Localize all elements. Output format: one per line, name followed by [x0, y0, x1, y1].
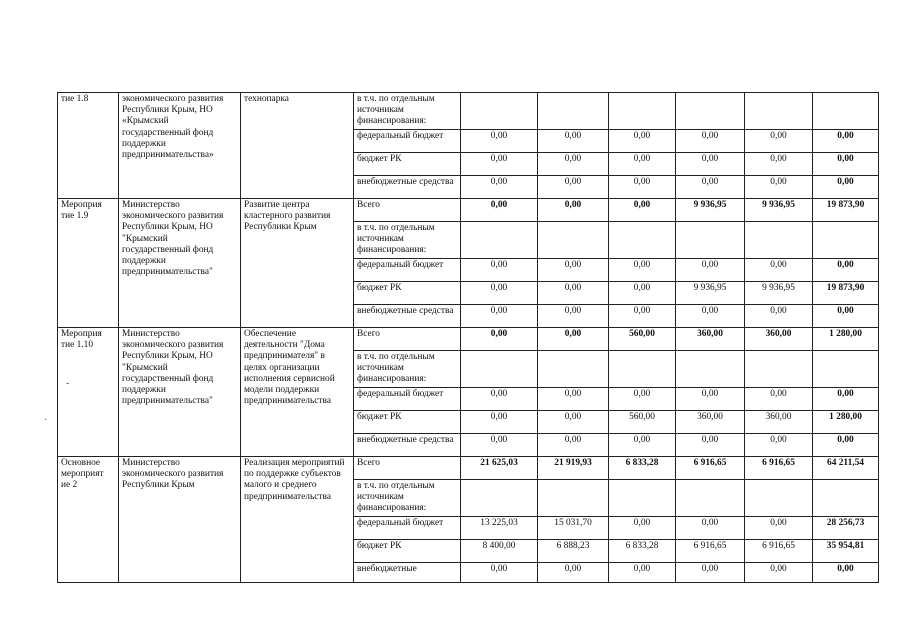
total-value-cell: 0,00 [813, 563, 879, 583]
year-value-cell: 0,00 [538, 328, 609, 351]
year-value-cell: 0,00 [745, 434, 813, 457]
funding-source-cell: внебюджетные средства [354, 176, 461, 199]
year-value-cell: 0,00 [676, 259, 745, 282]
year-value-cell: 0,00 [538, 153, 609, 176]
scan-mark: · [44, 415, 48, 426]
year-value-cell [745, 222, 813, 259]
funding-source-cell: федеральный бюджет [354, 130, 461, 153]
year-value-cell: 6 916,65 [745, 457, 813, 480]
year-value-cell [538, 480, 609, 517]
year-value-cell: 0,00 [676, 434, 745, 457]
year-value-cell: 9 936,95 [676, 282, 745, 305]
year-value-cell: 0,00 [609, 517, 676, 540]
total-value-cell [813, 222, 879, 259]
funding-source-cell: бюджет РК [354, 540, 461, 563]
activity-code-cell: тие 1.8 [58, 93, 119, 199]
activity-name-cell: технопарка [241, 93, 354, 199]
year-value-cell [609, 480, 676, 517]
year-value-cell: 0,00 [461, 563, 538, 583]
activity-name-cell: Развитие центра кластерного развития Республики Крым [241, 199, 354, 328]
year-value-cell: 0,00 [609, 282, 676, 305]
funding-source-cell: бюджет РК [354, 411, 461, 434]
year-value-cell: 360,00 [676, 328, 745, 351]
funding-source-cell: бюджет РК [354, 282, 461, 305]
year-value-cell: 0,00 [745, 259, 813, 282]
year-value-cell: 0,00 [461, 153, 538, 176]
year-value-cell: 0,00 [461, 259, 538, 282]
table-row [58, 199, 879, 222]
year-value-cell [538, 351, 609, 388]
year-value-cell: 0,00 [461, 176, 538, 199]
year-value-cell: 0,00 [538, 282, 609, 305]
table-row [58, 328, 879, 351]
funding-source-cell: Всего [354, 199, 461, 222]
year-value-cell: 0,00 [745, 130, 813, 153]
activity-code-cell: Мероприя тие 1.10 [58, 328, 119, 457]
year-value-cell [676, 93, 745, 130]
year-value-cell: 6 833,28 [609, 457, 676, 480]
year-value-cell: 6 916,65 [676, 457, 745, 480]
year-value-cell: 0,00 [461, 305, 538, 328]
funding-source-cell: внебюджетные средства [354, 305, 461, 328]
year-value-cell: 0,00 [609, 259, 676, 282]
year-value-cell [676, 222, 745, 259]
year-value-cell: 0,00 [538, 305, 609, 328]
financing-table-body [58, 93, 879, 583]
activity-name-cell: Обеспечение деятельности "Дома предпринимателя" в целях организации исполнения сервисной модели поддержки предпринимательства [241, 328, 354, 457]
funding-source-cell: Всего [354, 457, 461, 480]
year-value-cell [745, 480, 813, 517]
funding-source-cell: бюджет РК [354, 153, 461, 176]
total-value-cell: 0,00 [813, 305, 879, 328]
year-value-cell: 0,00 [745, 563, 813, 583]
year-value-cell: 15 031,70 [538, 517, 609, 540]
total-value-cell: 35 954,81 [813, 540, 879, 563]
year-value-cell: 0,00 [609, 176, 676, 199]
activity-code-cell: Основное мероприят ие 2 [58, 457, 119, 583]
total-value-cell: 0,00 [813, 130, 879, 153]
year-value-cell: 0,00 [461, 328, 538, 351]
year-value-cell: 0,00 [745, 305, 813, 328]
year-value-cell: 6 916,65 [745, 540, 813, 563]
year-value-cell [676, 480, 745, 517]
year-value-cell: 21 919,93 [538, 457, 609, 480]
total-value-cell: 19 873,90 [813, 282, 879, 305]
year-value-cell: 0,00 [538, 199, 609, 222]
executor-cell: Министерство экономического развития Республики Крым, НО "Крымский государственный фонд поддержки предпринимательства" [119, 199, 241, 328]
funding-source-cell: федеральный бюджет [354, 517, 461, 540]
year-value-cell: 0,00 [609, 130, 676, 153]
funding-source-cell: в т.ч. по отдельным источникам финансирования: [354, 351, 461, 388]
total-value-cell: 0,00 [813, 176, 879, 199]
year-value-cell: 0,00 [676, 517, 745, 540]
year-value-cell: 0,00 [461, 130, 538, 153]
year-value-cell: 0,00 [538, 563, 609, 583]
year-value-cell: 0,00 [676, 388, 745, 411]
year-value-cell [461, 351, 538, 388]
year-value-cell: 0,00 [461, 282, 538, 305]
year-value-cell: 0,00 [609, 388, 676, 411]
year-value-cell: 0,00 [461, 388, 538, 411]
total-value-cell [813, 480, 879, 517]
total-value-cell: 0,00 [813, 434, 879, 457]
year-value-cell: 0,00 [745, 517, 813, 540]
table-row [58, 457, 879, 480]
year-value-cell: 360,00 [745, 328, 813, 351]
year-value-cell: 0,00 [538, 434, 609, 457]
year-value-cell: 0,00 [461, 434, 538, 457]
scan-mark: - [66, 378, 70, 389]
year-value-cell: 360,00 [676, 411, 745, 434]
year-value-cell: 6 833,28 [609, 540, 676, 563]
year-value-cell: 0,00 [676, 563, 745, 583]
year-value-cell: 0,00 [609, 563, 676, 583]
total-value-cell: 0,00 [813, 388, 879, 411]
financing-table [57, 92, 879, 583]
year-value-cell: 0,00 [461, 411, 538, 434]
year-value-cell: 0,00 [676, 153, 745, 176]
executor-cell: экономического развития Республики Крым, НО «Крымский государственный фонд поддержки предпринимательства» [119, 93, 241, 199]
year-value-cell: 0,00 [609, 434, 676, 457]
year-value-cell [461, 222, 538, 259]
year-value-cell: 0,00 [609, 153, 676, 176]
funding-source-cell: внебюджетные средства [354, 434, 461, 457]
funding-source-cell: в т.ч. по отдельным источникам финансирования: [354, 93, 461, 130]
total-value-cell [813, 351, 879, 388]
year-value-cell: 8 400,00 [461, 540, 538, 563]
year-value-cell: 360,00 [745, 411, 813, 434]
year-value-cell [676, 351, 745, 388]
year-value-cell: 0,00 [609, 199, 676, 222]
year-value-cell [538, 222, 609, 259]
year-value-cell [461, 93, 538, 130]
year-value-cell: 6 888,23 [538, 540, 609, 563]
total-value-cell: 1 280,00 [813, 328, 879, 351]
total-value-cell: 0,00 [813, 153, 879, 176]
year-value-cell: 0,00 [538, 411, 609, 434]
year-value-cell: 21 625,03 [461, 457, 538, 480]
total-value-cell: 28 256,73 [813, 517, 879, 540]
year-value-cell [609, 351, 676, 388]
year-value-cell: 0,00 [676, 176, 745, 199]
year-value-cell: 0,00 [745, 176, 813, 199]
activity-name-cell: Реализация мероприятий по поддержке субъектов малого и среднего предпринимательства [241, 457, 354, 583]
year-value-cell: 560,00 [609, 328, 676, 351]
total-value-cell [813, 93, 879, 130]
total-value-cell: 64 211,54 [813, 457, 879, 480]
total-value-cell: 0,00 [813, 259, 879, 282]
year-value-cell [461, 480, 538, 517]
year-value-cell: 9 936,95 [745, 282, 813, 305]
funding-source-cell: внебюджетные [354, 563, 461, 583]
year-value-cell: 0,00 [538, 388, 609, 411]
executor-cell: Министерство экономического развития Республики Крым, НО "Крымский государственный фонд поддержки предпринимательства" [119, 328, 241, 457]
year-value-cell: 0,00 [745, 153, 813, 176]
year-value-cell [538, 93, 609, 130]
year-value-cell: 0,00 [461, 199, 538, 222]
year-value-cell: 560,00 [609, 411, 676, 434]
year-value-cell [609, 93, 676, 130]
funding-source-cell: федеральный бюджет [354, 259, 461, 282]
year-value-cell: 0,00 [609, 305, 676, 328]
year-value-cell [609, 222, 676, 259]
table-row [58, 93, 879, 130]
year-value-cell: 9 936,95 [676, 199, 745, 222]
funding-source-cell: в т.ч. по отдельным источникам финансирования: [354, 480, 461, 517]
year-value-cell: 0,00 [538, 259, 609, 282]
year-value-cell [745, 93, 813, 130]
year-value-cell: 0,00 [538, 176, 609, 199]
funding-source-cell: федеральный бюджет [354, 388, 461, 411]
year-value-cell [745, 351, 813, 388]
funding-source-cell: в т.ч. по отдельным источникам финансирования: [354, 222, 461, 259]
year-value-cell: 0,00 [676, 305, 745, 328]
executor-cell: Министерство экономического развития Республики Крым [119, 457, 241, 583]
year-value-cell: 0,00 [538, 130, 609, 153]
year-value-cell: 6 916,65 [676, 540, 745, 563]
activity-code-cell: Мероприя тие 1.9 [58, 199, 119, 328]
total-value-cell: 19 873,90 [813, 199, 879, 222]
year-value-cell: 0,00 [676, 130, 745, 153]
year-value-cell: 9 936,95 [745, 199, 813, 222]
funding-source-cell: Всего [354, 328, 461, 351]
year-value-cell: 13 225,03 [461, 517, 538, 540]
total-value-cell: 1 280,00 [813, 411, 879, 434]
year-value-cell: 0,00 [745, 388, 813, 411]
